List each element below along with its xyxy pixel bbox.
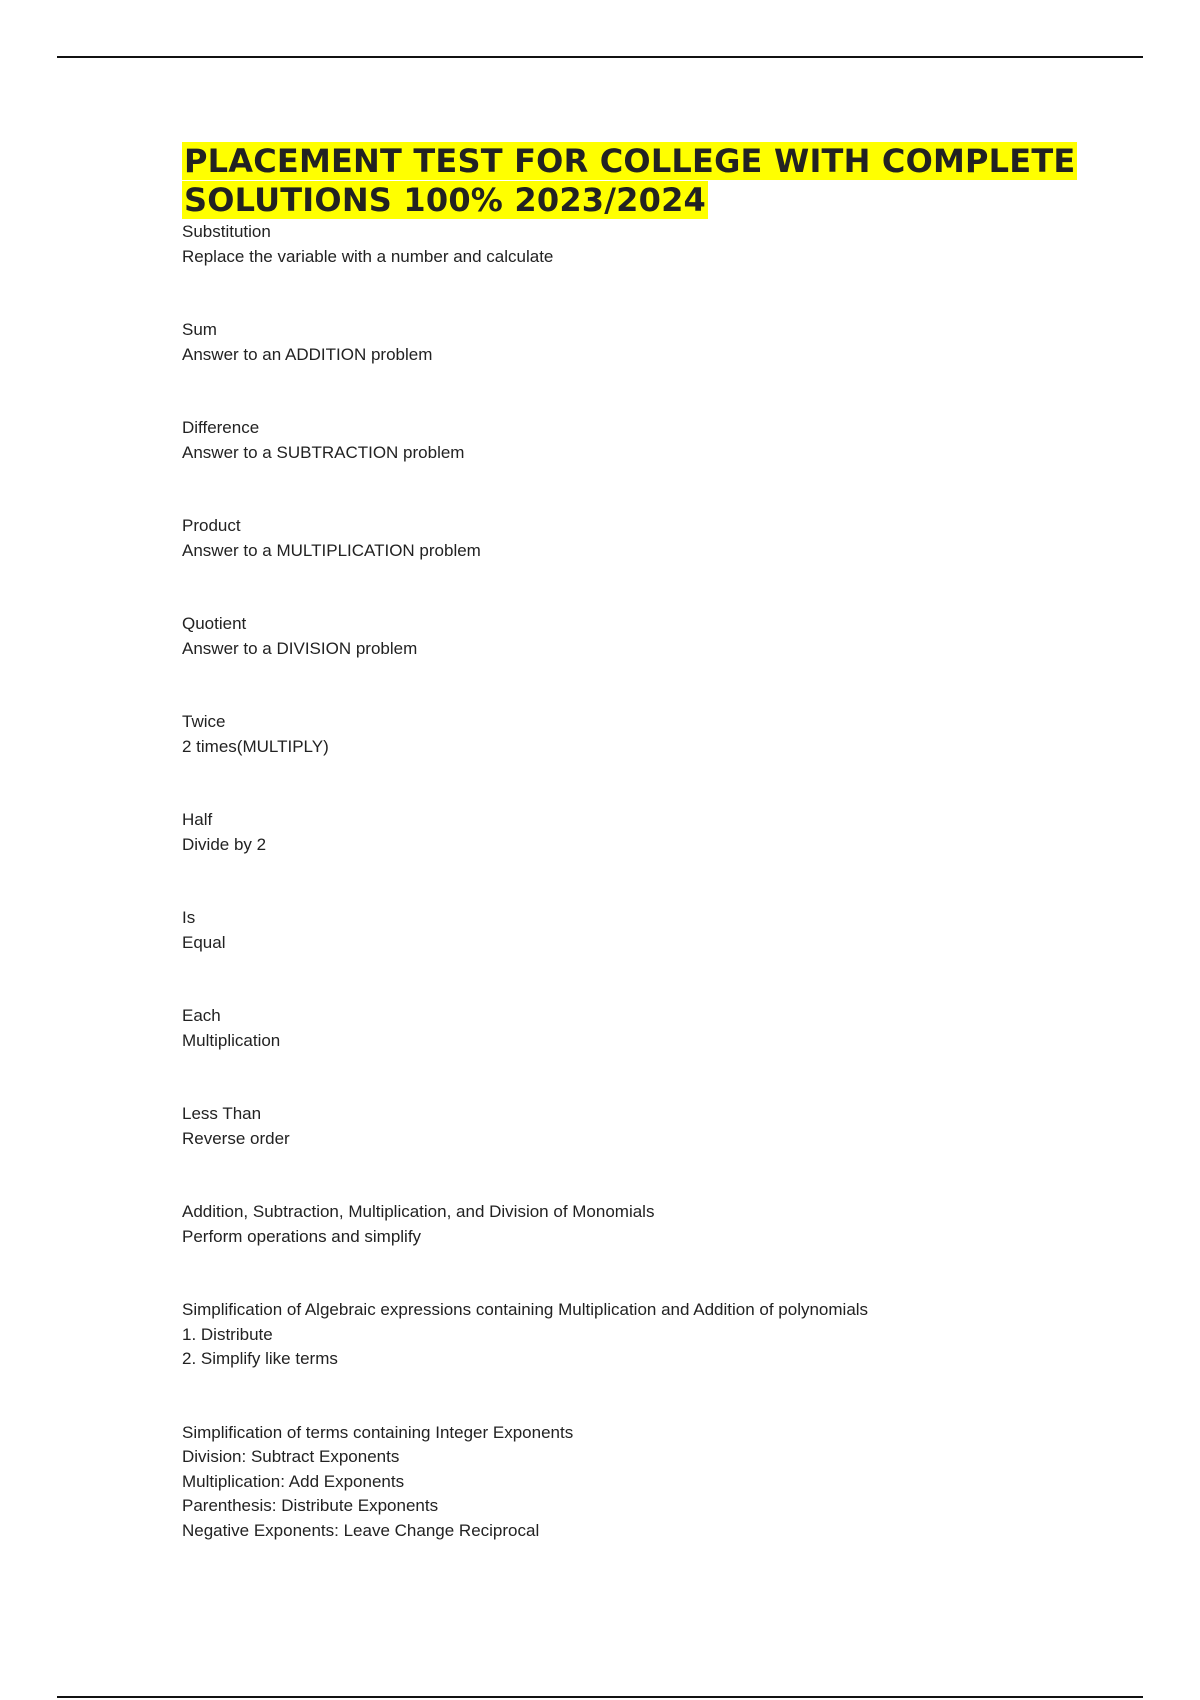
entry: [182, 1421, 1122, 1544]
entry-term: Each: [182, 1006, 221, 1025]
entry-term: Half: [182, 810, 213, 829]
entry-term: Simplification of Algebraic expressions containing Multiplication and Addition of polynomials: [182, 1300, 869, 1319]
entry-term: Twice: [182, 712, 226, 731]
entry-definition: 2 times(MULTIPLY): [182, 736, 329, 756]
document-title: [182, 142, 1122, 220]
entry-definition: Reverse order: [182, 1128, 290, 1148]
entry-definition: Multiplication: Add Exponents: [182, 1471, 405, 1491]
entry-term: Simplification of terms containing Integer Exponents: [182, 1422, 574, 1442]
entry: [182, 416, 1122, 465]
entry: [182, 1200, 1122, 1249]
document-body: [182, 142, 1122, 1543]
entry-term: Product: [182, 516, 241, 535]
entry: [182, 906, 1122, 955]
entry: [182, 1298, 1122, 1372]
entry-definition: Answer to a SUBTRACTION problem: [182, 442, 465, 462]
title-highlight: PLACEMENT TEST FOR COLLEGE WITH COMPLETE SOLUTIONS 100% 2023/2024: [184, 142, 1076, 219]
entry: [182, 1102, 1122, 1151]
entry-term: Less Than: [182, 1104, 262, 1123]
entry-definition: Replace the variable with a number and calculate: [182, 246, 554, 266]
footer-rule: [57, 1696, 1143, 1698]
entry: [182, 220, 1122, 269]
entry: [182, 710, 1122, 759]
entry-definition: Equal: [182, 932, 226, 952]
entry: [182, 514, 1122, 563]
entry-term: Is: [182, 908, 196, 927]
entry-definition: Answer to an ADDITION problem: [182, 344, 433, 364]
entry-term: Substitution: [182, 222, 271, 241]
entry-definition: Parenthesis: Distribute Exponents: [182, 1496, 439, 1515]
entry-definition: Multiplication: [182, 1030, 281, 1050]
entry-definition: 1. Distribute: [182, 1324, 273, 1344]
entry: [182, 1004, 1122, 1053]
entry-definition: Divide by 2: [182, 834, 267, 854]
entry-definition: 2. Simplify like terms: [182, 1349, 338, 1368]
entry-term: Difference: [182, 418, 260, 437]
entry-term: Sum: [182, 320, 217, 339]
entry-definition: Division: Subtract Exponents: [182, 1447, 400, 1466]
entry: [182, 808, 1122, 857]
entry-definition: Perform operations and simplify: [182, 1226, 422, 1246]
entry-term: Quotient: [182, 614, 247, 633]
entry: [182, 318, 1122, 367]
entry-definition: Answer to a DIVISION problem: [182, 638, 418, 658]
entry-definition: Negative Exponents: Leave Change Reciprocal: [182, 1520, 540, 1540]
entry-definition: Answer to a MULTIPLICATION problem: [182, 540, 481, 560]
entry: [182, 612, 1122, 661]
header-rule: [57, 56, 1143, 58]
entry-term: Addition, Subtraction, Multiplication, and Division of Monomials: [182, 1202, 655, 1221]
